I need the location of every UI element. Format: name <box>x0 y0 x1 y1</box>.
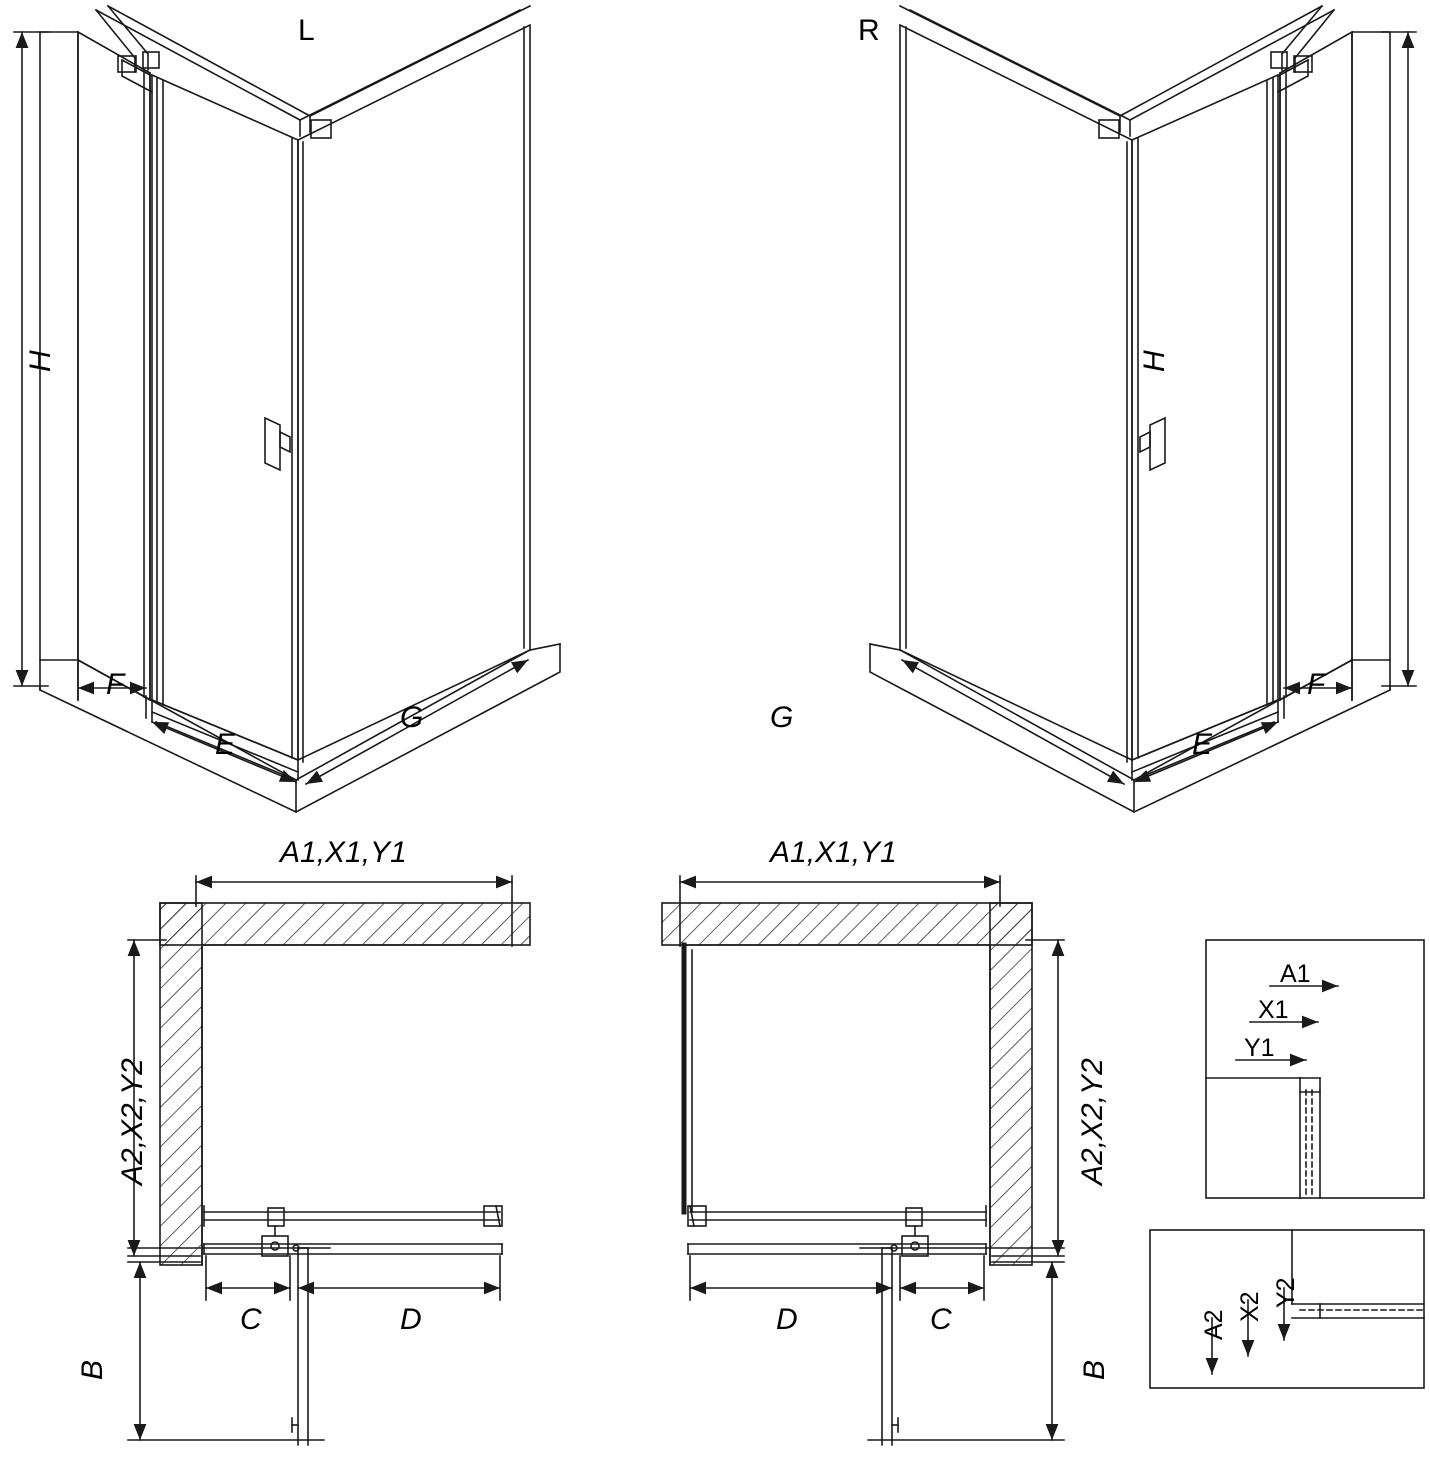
iso-right-label-g: G <box>770 701 794 734</box>
detail-top-label-y1: Y1 <box>1244 1034 1275 1062</box>
plan-right-label-c: C <box>930 1303 952 1336</box>
iso-right-title: R <box>858 14 880 47</box>
detail-bottom-geometry <box>1150 1230 1424 1388</box>
detail-top-label-x1: X1 <box>1258 996 1289 1024</box>
plan-left-label-b: B <box>76 1359 109 1380</box>
plan-left-geometry <box>128 876 530 1445</box>
plan-left-label-c: C <box>240 1303 262 1336</box>
iso-left-title: L <box>298 14 315 47</box>
iso-right-label-e: E <box>1192 728 1213 761</box>
detail-top-geometry <box>1206 940 1424 1198</box>
iso-left-label-g: G <box>400 701 424 734</box>
iso-left-label-e: E <box>215 728 236 761</box>
iso-left-label-f: F <box>106 668 125 701</box>
plan-right-label-d: D <box>776 1303 798 1336</box>
iso-left-geometry <box>14 6 560 812</box>
plan-right-geometry <box>662 876 1064 1445</box>
detail-bottom-label-y2: Y2 <box>1272 1277 1300 1308</box>
plan-right-top-dim: A1,X1,Y1 <box>770 836 897 869</box>
iso-right-geometry <box>870 6 1416 812</box>
detail-top-label-a1: A1 <box>1280 960 1311 988</box>
plan-left-side-dim: A2,X2,Y2 <box>116 1058 149 1185</box>
iso-right-label-f: F <box>1307 668 1326 701</box>
iso-right-height-label: H <box>1138 350 1171 372</box>
plan-right-label-b: B <box>1078 1359 1111 1380</box>
detail-bottom-label-a2: A2 <box>1200 1309 1228 1340</box>
plan-left-label-d: D <box>400 1303 422 1336</box>
plan-right-side-dim: A2,X2,Y2 <box>1076 1058 1109 1185</box>
detail-bottom-label-x2: X2 <box>1236 1291 1264 1322</box>
plan-left-top-dim: A1,X1,Y1 <box>280 836 407 869</box>
iso-left-height-label: H <box>24 350 57 372</box>
